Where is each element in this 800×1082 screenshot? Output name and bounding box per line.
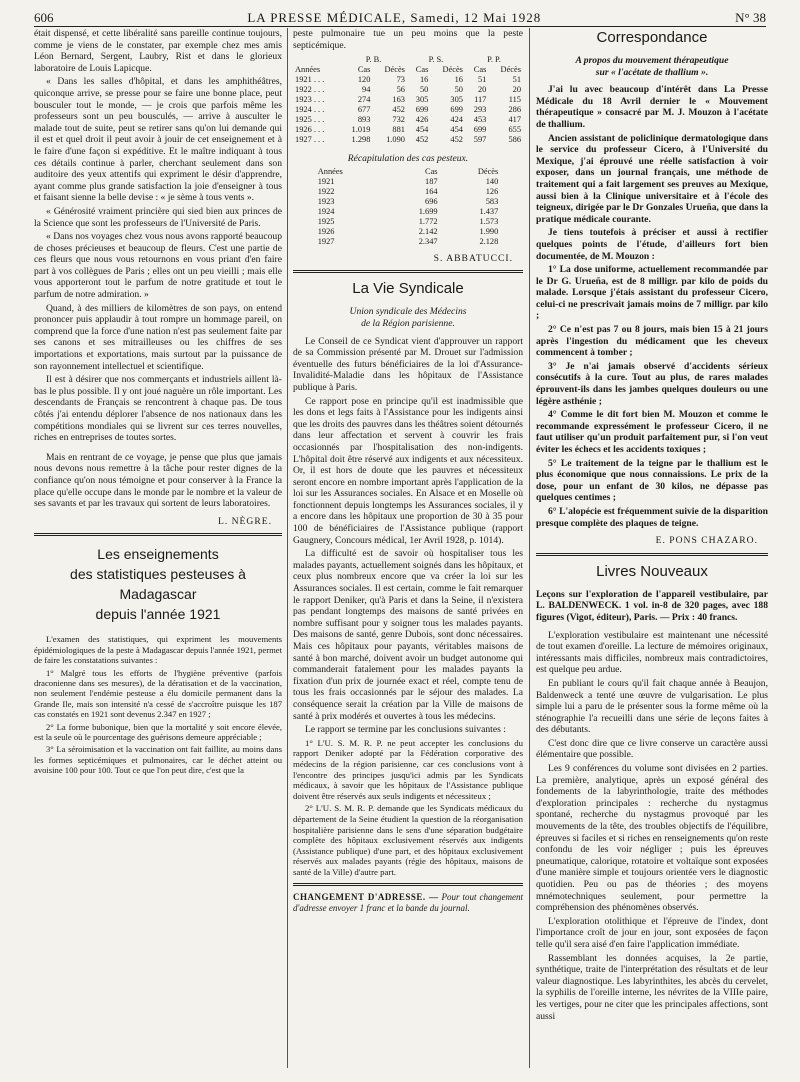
table-cell: 293 — [473, 105, 487, 115]
table-cell: 597 — [473, 135, 487, 145]
table-cell: 1922 — [317, 186, 335, 196]
paragraph: 3° La séroimisation et la vaccination ont fait faillite, au moins dans les formes septicémiques et pulmonaires, car le déchet atteint ou avoisine 100 pour 100. Tout ce que l'on peut dire, c'est que la — [34, 744, 282, 776]
paragraph: C'est donc dire que ce livre conserve un caractère aussi élémentaire que possible. — [536, 737, 768, 761]
subtitle-line: A propos du mouvement thérapeutique — [575, 55, 729, 66]
table-cell: 426 — [415, 115, 429, 125]
paragraph: Mais en rentrant de ce voyage, je pense que plus que jamais nous devons nous remettre à la tâche pour rester dignes de la confiance qu'on nous témoigne et pour conserver à la France la place qu'elle occupe dans le monde par le nombre et la valeur de ses savants et par les travaux qui sortent de leurs laboratoires. — [34, 451, 282, 510]
section-title-vie-syndicale: La Vie Syndicale — [352, 280, 464, 298]
paragraph: « Générosité vraiment princière qui sied bien aux princes de la Science que sont les professeurs de l'Université de Paris. — [34, 205, 282, 229]
plague-stats-table — [293, 55, 523, 145]
table-cell: 696 — [425, 196, 438, 206]
table-cell: 699 — [473, 125, 487, 135]
table-cell: 1924 . . . — [295, 105, 325, 115]
table-cell: 305 — [415, 95, 429, 105]
table-cell: 1927 . . . — [295, 135, 325, 145]
author-signature: S. ABBATUCCI. — [433, 252, 513, 264]
book-reference: Leçons sur l'exploration de l'appareil vestibulaire, par L. BALDENWECK. 1 vol. in-8 de 320 pages, avec 188 figures (Vigot, éditeur), Paris. — Prix : 40 francs. — [536, 588, 768, 623]
table-cell: 1925 . . . — [295, 115, 325, 125]
table-header: P. P. — [487, 55, 501, 65]
table-cell: 115 — [508, 95, 521, 105]
table-header: Décès — [500, 65, 521, 75]
table-cell: 51 — [512, 75, 521, 85]
paragraph: Quand, à des milliers de kilomètres de son pays, on entend prononcer puis applaudir à tout rompre un hommage pareil, on comprend que la force d'une nation n'est pas seulement faite par ses canons et ses mitrailleuses ou les chiffres de ses importations et exportations, mais surtout par la puissance de son rayonnement intellectuel et scientifique. — [34, 302, 282, 372]
paragraph: 1° L'U. S. M. R. P. ne peut accepter les conclusions du rapport Deniker adopté par la Fédération corporative des médecins de la région parisienne, car ces conclusions vont à l'encontre des principes jusqu'ici admis par les Syndicats médicaux, à savoir que les hôpitaux de l'Assistance publique doivent être réservés aux seuls indigents et nécessiteux ; — [293, 737, 523, 801]
section-subtitle — [293, 306, 523, 329]
paragraph: « Dans les salles d'hôpital, et dans les amphithéâtres, quiconque arrive, se presse pour se faire une bonne place, peut bousculer tout le monde, — je crois que parfois même les professeurs sont un peu bousculés, — arrive à ausculter le malade tout de suite, peut se retirer sans qu'on lui demande qui il est et quel droit il peut avoir à jouir de cet enseignement et à le faire d'une façon si expéditive. Et le maître indiquant à tous ces détails continue à parler, cherchant seulement dans son auditoire des yeux attentifs qui expriment le désir d'apprendre, ayant comme plus grande satisfaction la joie d'enseigner à tous et faisant sienne la belle devise : « je sème à tous vents ». — [34, 76, 282, 204]
table-cell: 417 — [508, 115, 521, 125]
table-cell: 20 — [477, 85, 487, 95]
page-number: 606 — [34, 10, 54, 25]
table-cell: 881 — [392, 125, 405, 135]
paragraph: était dispensé, et cette libéralité sans pareille continue toujours, comme je viens de le constater, par exemple chez mes amis Léon Bernard, Sergent, Laubry, Rist et dans le glorieux laboratoire de Louis Lapicque. — [34, 28, 282, 74]
paragraph: 3° Je n'ai jamais observé d'accidents sérieux consécutifs à la cure. Tout au plus, de rares malades éprouvent-ils dans les jambes quelques douleurs ou une légère asthénie ; — [536, 360, 768, 407]
title-line: depuis l'année 1921 — [95, 606, 221, 623]
table-cell: 454 — [450, 125, 463, 135]
table-cell: 452 — [415, 135, 429, 145]
table-cell: 655 — [508, 125, 521, 135]
table-cell: 2.128 — [479, 236, 499, 246]
table-header: Années — [317, 166, 343, 176]
table-cell: 893 — [357, 115, 371, 125]
paragraph: Rassemblant les données acquises, la 2e partie, synthétique, traite de l'interprétation des résultats et de leur valeur diagnostique. Les labyrinthites, les abcès du cervelet, la syphilis de l'oreille interne, les névrites de la VIIIe paire, les vertiges, pour ne citer que les principales affections, sont aussi — [536, 952, 768, 1022]
table-cell: 16 — [454, 75, 463, 85]
paragraph: Les 9 conférences du volume sont divisées en 2 parties. La première, analytique, après un exposé général des fondements de la labyrinthologie, traite des méthodes d'exploration principales : recherche du nystagmus spontané, recherche du nystagmus provoqué par les mouvements de la tête, des troubles objectifs de l'équilibre, épreuves si faciles et si riches en renseignements qu'on reste confondu de les voir négliger ; puis les épreuves pneumatique, calorique, rotatoire et voltaïque sont exposées d'une manière simple et toujours orientée vers le diagnostic quotidien. Peu ou pas de théories ; des moyens mnémotechniques seulement, pour permettre la compréhension des phénomènes observés. — [536, 763, 768, 914]
table-cell: 20 — [512, 85, 521, 95]
table-row — [314, 237, 503, 247]
table-header: Décès — [442, 65, 463, 75]
table-cell: 1921 — [317, 176, 335, 186]
table-cell: 699 — [450, 105, 463, 115]
table-header: Cas — [415, 65, 429, 75]
journal-title: LA PRESSE MÉDICALE, Samedi, 12 Mai 1928 — [247, 10, 542, 25]
notice-text: Pour tout changement d'adresse envoyer 1 franc et la bande du journal. — [293, 892, 523, 914]
column-left — [34, 28, 282, 778]
table-cell: 732 — [392, 115, 405, 125]
paragraph: Il est à désirer que nos commerçants et industriels aillent là-bas le plus possible. Il y ont joué naguère un rôle important. Les descendants de Français se rencontrent à chaque pas. De tous côtés j'ai entendu déplorer l'absence de nos nationaux dans les compétitions mondiales qui se livrent sur ces terres nouvelles, riches en entreprises de toutes sortes. — [34, 374, 282, 444]
paragraph: Le rapport se termine par les conclusions suivantes : — [305, 724, 506, 736]
paragraph: L'exploration vestibulaire est maintenant une nécessité de tout examen d'oreille. La lecture de mémoires originaux, intéressants mais difficiles, nombreux mais contradictoires, est quelque peu ardue. — [536, 629, 768, 676]
notice-label: CHANGEMENT D'ADRESSE. — — [293, 892, 439, 903]
column-divider — [287, 28, 288, 1068]
section-title-correspondance: Correspondance — [596, 29, 708, 46]
table-row — [293, 95, 523, 105]
table-cell: 164 — [425, 186, 438, 196]
column-right — [536, 28, 768, 1024]
table-cell: 1.772 — [418, 216, 438, 226]
paragraph: Le Conseil de ce Syndicat vient d'approuver un rapport de sa Commission présenté par M. Drouet sur l'admission éventuelle des futurs bénéficiaires de la loi d'Assurance-Invalidité-Maladie dans les hôpitaux de l'Assistance publique à Paris. — [293, 335, 523, 393]
table-cell: 50 — [454, 85, 463, 95]
column-middle — [293, 28, 523, 914]
issue-number: N° 38 — [735, 10, 766, 25]
table-row — [293, 135, 523, 145]
table-cell: 453 — [473, 115, 487, 125]
section-title-livres-nouveaux: Livres Nouveaux — [596, 562, 708, 580]
table-row — [314, 227, 503, 237]
paragraph: Ancien assistant de policlinique dermatologique dans le service du professeur Cicero, à l'Université du Mexique, j'ai éprouvé une réelle satisfaction à voir exposer, dans un journal français, une méthode de traitement qui a fait largement ses preuves au Mexique, aussi bien à la Clinique universitaire et à l'école des teigneux, dirigée par le Dr Gonzales Urueña, que dans la pratique médicale courante. — [536, 132, 768, 225]
paragraph: L'exploration otolithique et l'épreuve de l'index, dont l'importance croît de jour en jour, sont exposées de façon telle qu'il sera aisé d'en faire l'application immédiate. — [536, 915, 768, 950]
table-cell: 677 — [357, 105, 371, 115]
table-cell: 452 — [450, 135, 463, 145]
paragraph: En publiant le cours qu'il fait chaque année à Beaujon, Baldenweck a tenté une œuvre de vulgarisation. Le plus simple lui a paru de le présenter sous la forme même où la sténographie l'a recueilli dans une série de leçons faites à des débutants. — [536, 677, 768, 736]
table-header: Décès — [477, 166, 499, 176]
table-cell: 50 — [419, 85, 429, 95]
section-divider — [293, 270, 523, 273]
recap-title: Récapitulation des cas pesteux. — [347, 153, 469, 165]
subtitle-line: sur « l'acétate de thallium ». — [595, 66, 709, 78]
table-cell: 117 — [474, 95, 487, 105]
table-cell: 51 — [477, 75, 487, 85]
table-cell: 1923 — [317, 196, 335, 206]
table-cell: 583 — [485, 196, 499, 206]
recap-table — [314, 167, 503, 247]
article-title-madagascar — [34, 544, 282, 624]
table-cell: 1.699 — [418, 206, 438, 216]
table-header: Cas — [425, 166, 438, 176]
table-cell: 274 — [357, 95, 371, 105]
paragraph: 2° L'U. S. M. R. P. demande que les Syndicats médicaux du département de la Seine étudient la question de la réorganisation hospitalière parisienne dans le sens d'une séparation budgétaire complète des hôpitaux exclusivement réservés aux indigents (Assistance publique) d'une part, et des hôpitaux exclusivement réservés aux malades payants (régie des hôpitaux, maisons de santé de la Ville) d'autre part. — [293, 803, 523, 877]
subtitle-line: Union syndicale des Médecins — [349, 306, 467, 318]
change-of-address-notice — [293, 892, 523, 914]
table-cell: 699 — [415, 105, 429, 115]
table-cell: 1.090 — [386, 135, 405, 145]
column-divider — [529, 28, 530, 1068]
table-cell: 1926 . . . — [295, 125, 325, 135]
table-cell: 73 — [396, 75, 405, 85]
table-cell: 286 — [508, 105, 521, 115]
title-line: des statistiques pesteuses à Madagascar — [70, 566, 246, 603]
paragraph: Ce rapport pose en principe qu'il est inadmissible que les dons et legs faits à l'Assistance pour les indigents ainsi que les droits des pauvres dans les théâtres soient détournés dans leur affectation et servent à couvrir les frais occasionnés par l'hospitalisation des non-indigents. L'hôpital doit être réservé aux indigents et aux nécessiteux. Or, il est hors de doute que les pauvres et nécessiteux seront encore en nombre important après l'application de la loi sur les Assurances sociales. En Alsace et en Moselle où fonctionnent depuis longtemps les Assurances sociales, il y a encore dans les hôpitaux une proportion de 30 à 35 pour 100 de bénéficiaires de l'Assistance publique (rapport Gaugnery, Concours médical, 1er Avril 1928, p. 1014). — [293, 395, 523, 546]
paragraph: « Dans nos voyages chez vous nous avons rapporté beaucoup de choses précieuses et beaucoup de fleurs. C'est une partie de ces fleurs que nous vous retournons en vous priant d'en faire part à vos collègues de Paris ; elles ont un peu vieilli ; mais elle vous apporteront tout le parfum de notre gratitude et tout le parfum de notre admiration. » — [34, 231, 282, 301]
table-cell: 424 — [450, 115, 463, 125]
table-cell: 2.142 — [418, 226, 438, 236]
table-row — [314, 177, 503, 187]
table-cell: 126 — [485, 186, 499, 196]
paragraph: 6° L'alopécie est fréquemment suivie de la disparition presque complète des plaques de teigne. — [536, 505, 768, 529]
table-row — [314, 187, 503, 197]
table-header: Cas — [357, 65, 371, 75]
table-cell: 1925 — [317, 216, 335, 226]
table-row — [314, 197, 503, 207]
section-divider — [34, 533, 282, 536]
section-subtitle — [536, 55, 768, 78]
table-cell: 1921 . . . — [295, 75, 325, 85]
paragraph: 4° Comme le dit fort bien M. Mouzon et comme le recommande expressément le professeur Cicero, il ne faut utiliser qu'un produit parfaitement pur, si l'on veut éviter les échecs et les accidents toxiques ; — [536, 409, 768, 455]
paragraph: 1° Malgré tous les efforts de l'hygiène préventive (parfois draconienne dans ses mesures), de la dératisation et de la vaccination, non seulement l'endémie pesteuse a élu domicile permanent dans la Grande Ile, mais son intensité n'a cessé de s'accroître puisque les 187 cas constatés en 1921 sont devenus 2.347 en 1927 ; — [34, 667, 282, 720]
table-cell: 1.298 — [351, 135, 371, 145]
table-cell: 1926 — [317, 226, 335, 236]
table-header: Années — [295, 65, 321, 75]
table-cell: 1.573 — [479, 216, 499, 226]
table-cell: 187 — [425, 176, 438, 186]
table-cell: 305 — [450, 95, 463, 105]
table-cell: 1.990 — [479, 226, 499, 236]
section-divider — [293, 883, 523, 886]
table-header: Cas — [473, 65, 487, 75]
table-cell: 94 — [362, 85, 371, 95]
table-cell: 452 — [392, 105, 405, 115]
table-row — [293, 115, 523, 125]
table-cell: 120 — [357, 75, 371, 85]
table-cell: 1924 — [317, 206, 335, 216]
table-header: P. B. — [365, 55, 382, 65]
author-signature: L. NÈGRE. — [217, 515, 272, 527]
title-line: Les enseignements — [97, 546, 219, 563]
section-divider — [536, 553, 768, 556]
table-row — [293, 105, 523, 115]
table-cell: 1927 — [317, 236, 335, 246]
table-cell: 1923 . . . — [295, 95, 325, 105]
table-cell: 140 — [485, 176, 499, 186]
page-header — [34, 6, 766, 27]
paragraph: 5° Le traitement de la teigne par le thallium est le plus économique que nous connaissions. Le prix de la dose, pour un enfant de 30 kilos, ne dépasse pas quelques centimes ; — [536, 457, 768, 504]
table-row — [314, 207, 503, 217]
table-cell: 2.347 — [418, 236, 438, 246]
table-cell: 1922 . . . — [295, 85, 325, 95]
table-row — [314, 217, 503, 227]
table-cell: 454 — [415, 125, 429, 135]
table-row — [293, 85, 523, 95]
paragraph: 2° La forme bubonique, bien que la mortalité y soit encore élevée, est la seule où le pourcentage des guérisons demeure appréciable ; — [34, 721, 282, 742]
table-cell: 1.437 — [479, 206, 499, 216]
table-row — [293, 125, 523, 135]
table-cell: 16 — [419, 75, 429, 85]
subtitle-line: de la Région parisienne. — [361, 317, 455, 329]
table-header: P. S. — [428, 55, 444, 65]
paragraph: J'ai lu avec beaucoup d'intérêt dans La Presse Médicale du 18 Avril dernier le « Mouvement thérapeutique » consacré par M. J. Mouzon à l'acétate de thallium. — [536, 84, 768, 130]
table-header: Décès — [384, 65, 405, 75]
table-cell: 1.019 — [351, 125, 371, 135]
author-signature: E. PONS CHAZARO. — [655, 535, 758, 547]
paragraph: La difficulté est de savoir où hospitaliser tous les malades payants, actuellement soignés dans les hôpitaux, et ceux plus nombreux encore que va créer la loi sur les Assurances sociales. Il est certain, comme le fait remarquer le rapport Deniker, qu'à Paris et dans la Seine, il n'existera pas pendant longtemps des maisons de santé privées en nombre suffisant pour y soigner tous les malades payants. Des maisons de santé, genre Dubois, sont donc nécessaires. Mais ces hôpitaux pour payants, véritables maisons de santé à bon marché, doivent avoir un budget autonome qui commanderait fatalement pour les malades payants la fixation d'un prix de journée exact et réel, compte tenu de tous les frais occasionnés par le séjour des malades. La conséquence serait la création par la Ville de maisons de santé à prix modérés et ouvertes à tous les médecins. — [293, 548, 523, 722]
table-cell: 586 — [508, 135, 521, 145]
table-cell: 56 — [396, 85, 405, 95]
paragraph: 2° Ce n'est pas 7 ou 8 jours, mais bien 15 à 21 jours après l'ingestion du médicament que les cheveux commencent à tomber ; — [536, 324, 768, 359]
paragraph: 1° La dose uniforme, actuellement recommandée par le Dr G. Urueña, est de 8 milligr. par kilo de poids du malade. Lorsque j'étais assistant du professeur Cicero, celui-ci ne prescrivait jamais moins de 7 milligr. par kilo ; — [536, 264, 768, 322]
table-row — [293, 75, 523, 85]
paragraph: Je tiens toutefois à préciser et aussi à rectifier quelques points de l'étude, d'ailleurs fort bien documentée, de M. Mouzon : — [536, 227, 768, 262]
paragraph: L'examen des statistiques, qui expriment les mouvements épidémiologiques de la peste à Madagascar depuis l'année 1921, permet de faire les constatations suivantes : — [34, 634, 282, 666]
table-cell: 163 — [392, 95, 405, 105]
paragraph: peste pulmonaire tue un peu moins que la peste septicémique. — [293, 28, 523, 51]
